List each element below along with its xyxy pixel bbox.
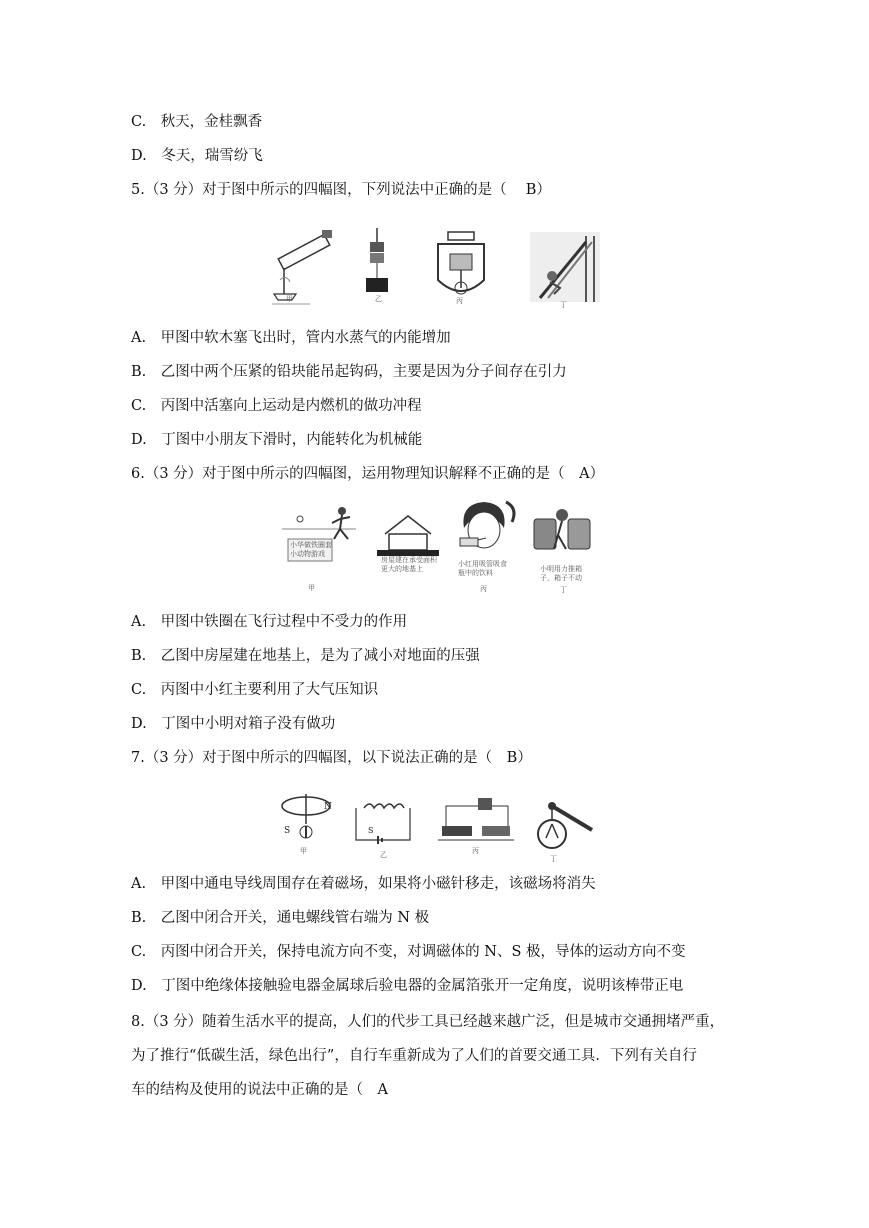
option-text: 丁图中小明对箱子没有做功 [161, 716, 336, 732]
figure-girl-straw [446, 498, 520, 592]
figure-solenoid [352, 800, 414, 860]
question-8-line-2: 为了推行“低碳生活，绿色出行”，自行车重新成为了人们的首要交通工具．下列有关自行 [131, 1048, 697, 1064]
figure-caption: 乙 [375, 295, 382, 303]
option-label: D. [131, 978, 147, 994]
option-text: 乙图中房屋建在地基上，是为了减小对地面的压强 [160, 648, 480, 664]
option-label: A. [131, 614, 147, 630]
pole-label-s: S [284, 826, 291, 836]
figure-wire-compass [278, 792, 334, 856]
q6-option-b [131, 646, 480, 666]
option-c-autumn [131, 112, 262, 132]
option-text: 冬天，瑞雪纷飞 [161, 148, 263, 164]
option-d-winter [131, 146, 263, 166]
pole-label-n: N [324, 802, 332, 812]
figure-caption: 甲 [308, 584, 315, 592]
option-label: A. [131, 876, 147, 892]
figure-label: 小华做铁圈套小动物游戏 [290, 541, 332, 558]
q6-option-d [131, 714, 335, 734]
option-text: 甲图中软木塞飞出时，管内水蒸气的内能增加 [160, 330, 451, 346]
option-label: D. [131, 432, 147, 448]
option-label: B. [131, 910, 147, 926]
option-text: 丙图中小红主要利用了大气压知识 [160, 682, 379, 698]
option-text: 甲图中通电导线周围存在着磁场，如果将小磁针移走，该磁场将消失 [160, 876, 596, 892]
figure-lead-blocks [362, 228, 392, 308]
figure-label: 小红用吸管吸食瓶中的饮料 [458, 560, 507, 577]
option-label: C. [131, 114, 147, 130]
option-text: 乙图中闭合开关，通电螺线管右端为 N 极 [160, 910, 430, 926]
question-7-stem: 7.（3 分）对于图中所示的四幅图，以下说法正确的是（ B） [131, 750, 532, 766]
option-label: C. [131, 682, 147, 698]
option-label: D. [131, 148, 147, 164]
figure-caption: 丁 [560, 301, 567, 309]
q7-option-c [131, 942, 686, 962]
figure-ring-toss [282, 505, 356, 591]
option-label: D. [131, 716, 147, 732]
figure-caption: 丙 [456, 297, 463, 305]
option-label: B. [131, 648, 147, 664]
option-text: 丁图中小朋友下滑时，内能转化为机械能 [161, 432, 423, 448]
figure-engine-cylinder [432, 230, 490, 310]
option-text: 秋天，金桂飘香 [160, 114, 263, 130]
q5-option-c [131, 396, 422, 416]
figure-label: 房屋建在承受面积更大的地基上 [381, 556, 437, 573]
figure-caption: 甲 [286, 295, 293, 303]
option-label: C. [131, 944, 147, 960]
q5-option-d [131, 430, 422, 450]
q7-option-d [131, 976, 683, 996]
figure-caption: 丁 [560, 586, 567, 594]
option-text: 丙图中活塞向上运动是内燃机的做功冲程 [160, 398, 422, 414]
figure-test-tube-cork [270, 228, 340, 308]
figure-electroscope [536, 798, 594, 864]
q7-option-b [131, 908, 429, 928]
figure-caption: 丁 [550, 855, 557, 863]
q6-option-a [131, 612, 407, 632]
option-text: 甲图中铁圈在飞行过程中不受力的作用 [160, 614, 408, 630]
figure-motor-experiment [438, 796, 514, 858]
figure-caption: 丙 [480, 585, 487, 593]
option-label: B. [131, 364, 147, 380]
question-8-line-1: 8.（3 分）随着生活水平的提高，人们的代步工具已经越来越广泛，但是城市交通拥堵严重， [131, 1014, 725, 1030]
figure-caption: 乙 [380, 851, 387, 859]
question-8-line-3: 车的结构及使用的说法中正确的是（ A [131, 1082, 388, 1098]
figure-push-box [532, 505, 596, 593]
option-text: 乙图中两个压紧的铅块能吊起钩码，主要是因为分子间存在引力 [160, 364, 567, 380]
option-label: C. [131, 398, 147, 414]
option-text: 丁图中绝缘体接触验电器金属球后验电器的金属箔张开一定角度，说明该棒带正电 [161, 978, 684, 994]
question-5-stem: 5.（3 分）对于图中所示的四幅图，下列说法中正确的是（ B） [131, 182, 551, 198]
figure-caption: 丙 [472, 847, 479, 855]
option-label: A. [131, 330, 147, 346]
q6-option-c [131, 680, 378, 700]
figure-label: 小明用力推箱子，箱子不动 [540, 565, 582, 582]
question-6-stem: 6.（3 分）对于图中所示的四幅图，运用物理知识解释不正确的是（ A） [131, 466, 605, 482]
figure-caption: 甲 [300, 847, 307, 855]
figure-child-slide [530, 232, 600, 308]
option-text: 丙图中闭合开关，保持电流方向不变，对调磁体的 N、S 极，导体的运动方向不变 [160, 944, 686, 960]
figure-house-foundation [377, 512, 439, 592]
q5-option-b [131, 362, 567, 382]
q5-option-a [131, 328, 451, 348]
q7-option-a [131, 874, 596, 894]
switch-label-s: S [368, 826, 374, 835]
